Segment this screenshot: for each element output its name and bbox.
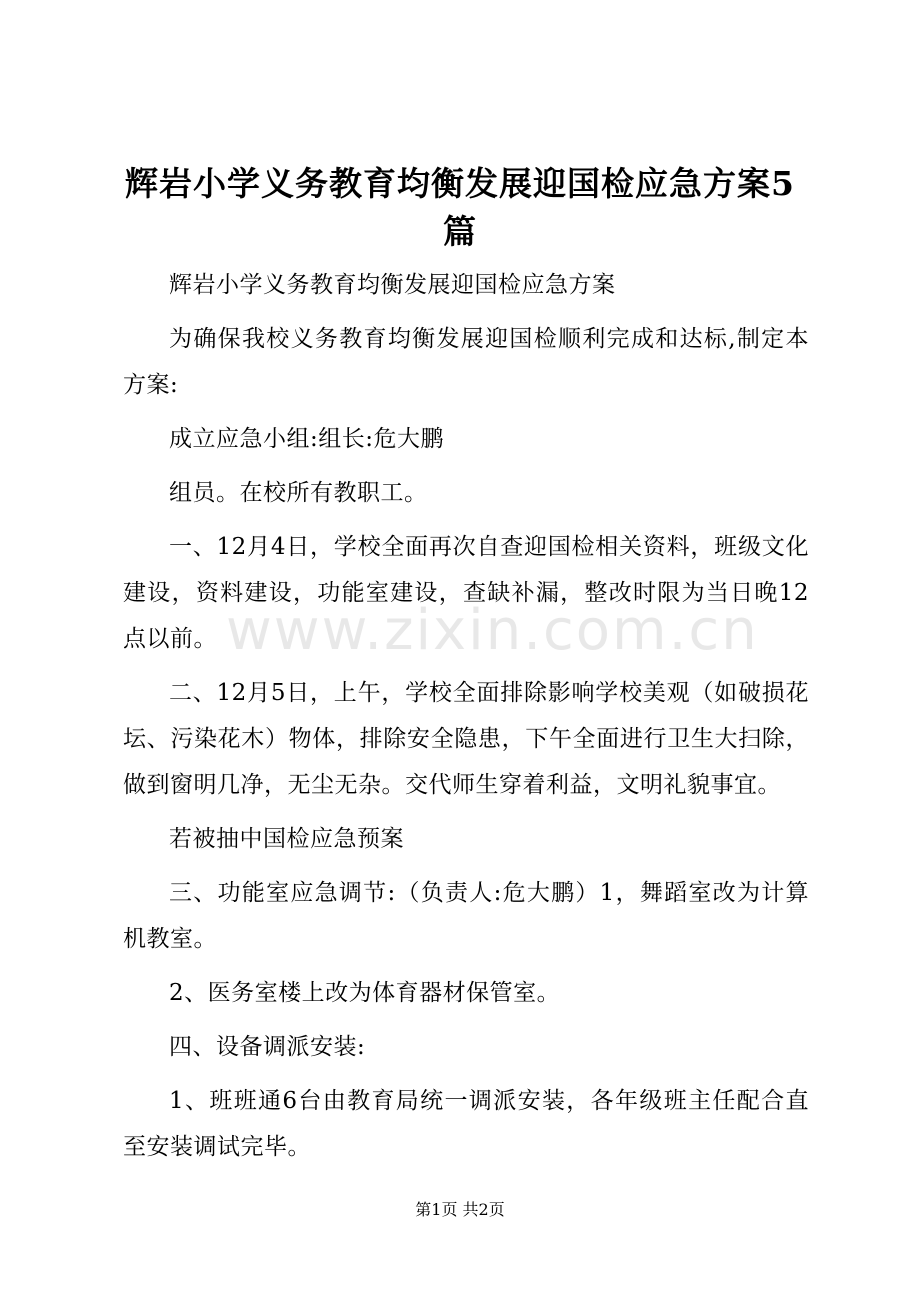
- paragraph-2: 为确保我校义务教育均衡发展迎国检顺利完成和达标,制定本方案:: [123, 326, 809, 398]
- page-footer: 第1页 共2页: [415, 1200, 505, 1219]
- watermark: www.zixin.com.cn: [226, 598, 759, 663]
- paragraph-1: 辉岩小学义务教育均衡发展迎国检应急方案: [169, 272, 616, 298]
- paragraph-8: 三、功能室应急调节:（负责人:危大鹏）1，舞蹈室改为计算机教室。: [123, 880, 809, 952]
- paragraph-6: 二、12月5日，上午，学校全面排除影响学校美观（如破损花坛、污染花木）物体，排除安全隐患，下午全面进行卫生大扫除，做到窗明几净，无尘无杂。交代师生穿着利益，文明礼貌事宜。: [123, 680, 809, 798]
- paragraph-9: 2、医务室楼上改为体育器材保管室。: [169, 980, 561, 1006]
- paragraph-10: 四、设备调派安装:: [169, 1034, 366, 1060]
- document-title: 辉岩小学义务教育均衡发展迎国检应急方案5篇: [125, 164, 795, 251]
- paragraph-3: 成立应急小组:组长:危大鹏: [169, 426, 444, 452]
- paragraph-7: 若被抽中国检应急预案: [169, 826, 404, 852]
- paragraph-5: 一、12月4日，学校全面再次自查迎国检相关资料，班级文化建设，资料建设，功能室建设，查缺补漏，整改时限为当日晚12点以前。: [123, 534, 809, 652]
- document-body: [123, 262, 809, 1178]
- paragraph-11: 1、班班通6台由教育局统一调派安装，各年级班主任配合直至安装调试完毕。: [123, 1088, 809, 1160]
- paragraph-4: 组员。在校所有教职工。: [169, 480, 428, 506]
